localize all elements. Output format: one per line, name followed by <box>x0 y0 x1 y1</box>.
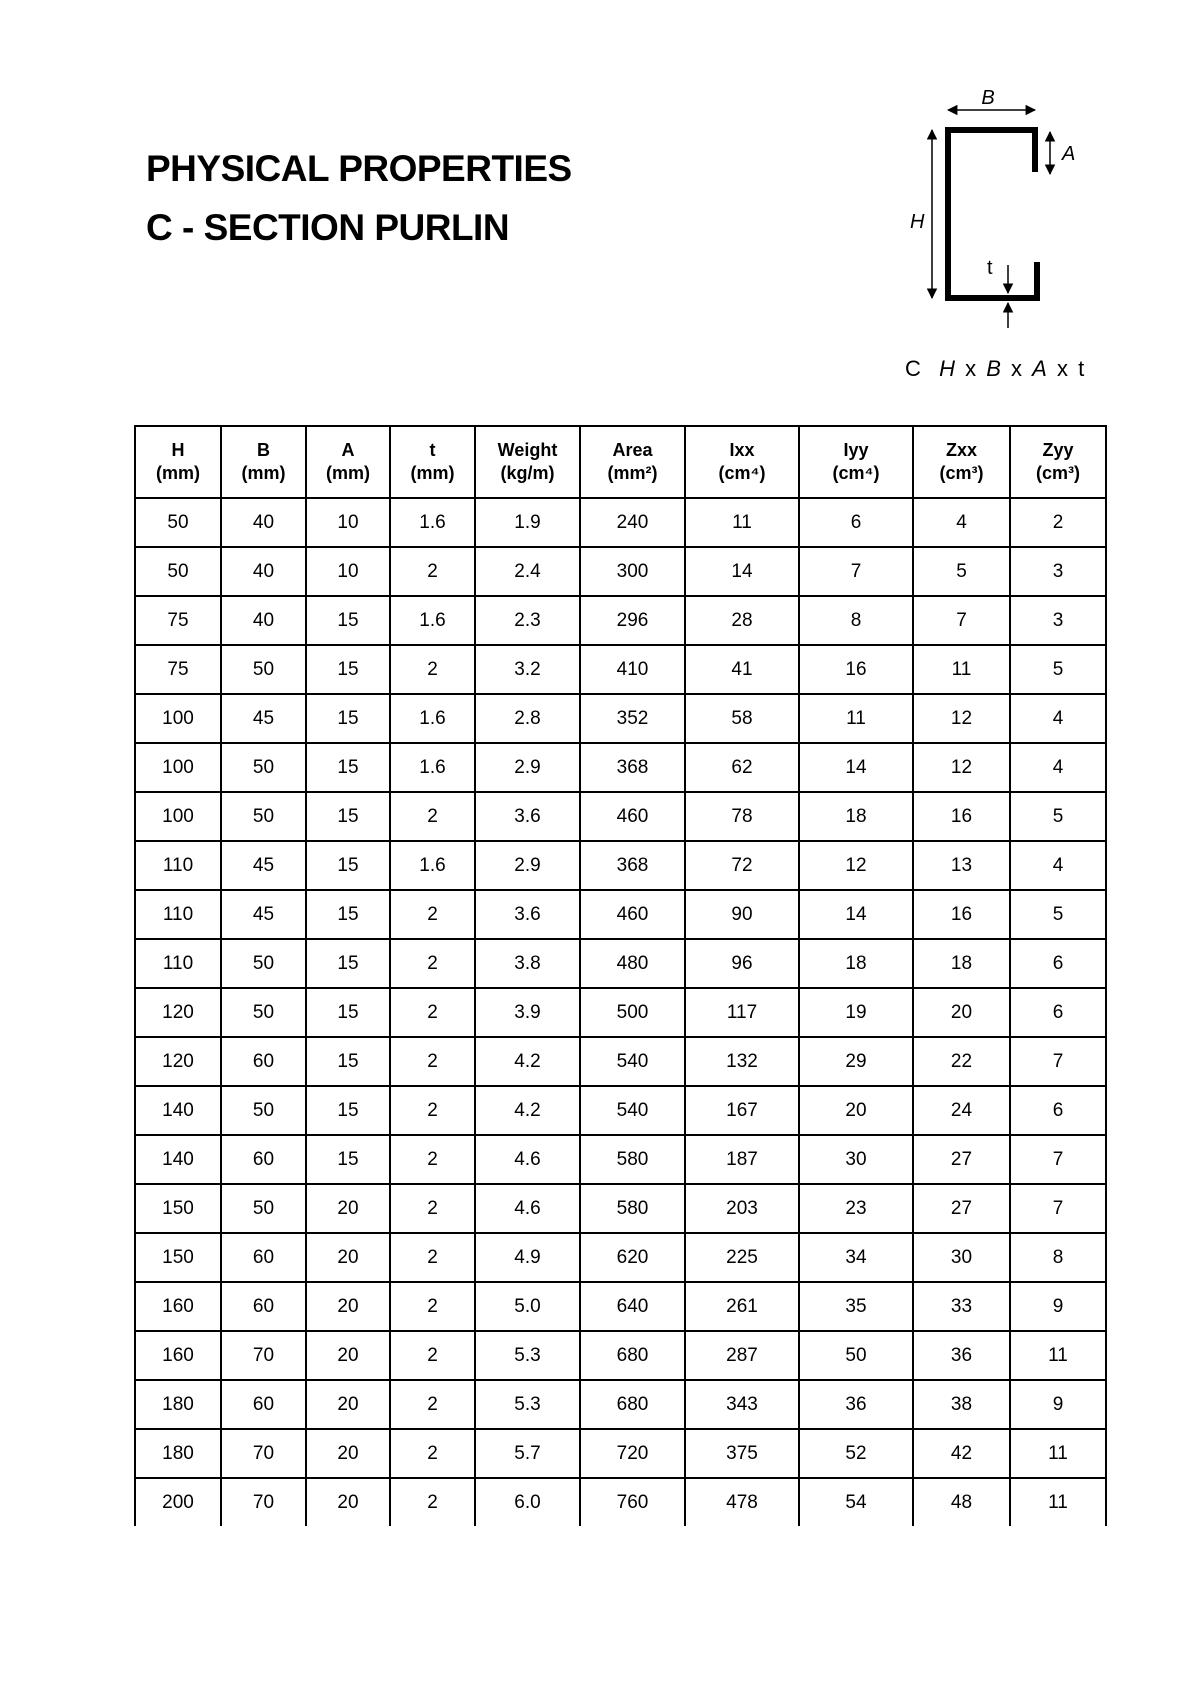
table-cell: 117 <box>685 988 799 1037</box>
table-cell: 4.6 <box>475 1135 580 1184</box>
table-cell: 100 <box>135 792 221 841</box>
table-cell: 6 <box>1010 988 1106 1037</box>
table-cell: 14 <box>685 547 799 596</box>
table-cell: 4.2 <box>475 1086 580 1135</box>
table-cell: 11 <box>685 498 799 547</box>
header-a: A (mm) <box>306 426 390 498</box>
table-cell: 52 <box>799 1429 913 1478</box>
table-cell: 2 <box>390 1282 475 1331</box>
table-row <box>135 939 1106 988</box>
table-cell: 1.6 <box>390 841 475 890</box>
table-cell: 4.9 <box>475 1233 580 1282</box>
table-cell: 45 <box>221 694 306 743</box>
table-cell: 15 <box>306 1037 390 1086</box>
table-cell: 6 <box>1010 1086 1106 1135</box>
table-cell: 540 <box>580 1086 685 1135</box>
table-cell: 110 <box>135 841 221 890</box>
table-cell: 24 <box>913 1086 1010 1135</box>
table-cell: 28 <box>685 596 799 645</box>
table-cell: 620 <box>580 1233 685 1282</box>
table-cell: 720 <box>580 1429 685 1478</box>
table-cell: 410 <box>580 645 685 694</box>
table-cell: 460 <box>580 792 685 841</box>
table-row <box>135 988 1106 1037</box>
table-cell: 240 <box>580 498 685 547</box>
table-cell: 18 <box>913 939 1010 988</box>
table-cell: 50 <box>221 1184 306 1233</box>
table-cell: 50 <box>799 1331 913 1380</box>
table-cell: 15 <box>306 841 390 890</box>
table-cell: 12 <box>799 841 913 890</box>
table-cell: 78 <box>685 792 799 841</box>
table-cell: 5 <box>1010 792 1106 841</box>
table-cell: 11 <box>1010 1478 1106 1526</box>
table-cell: 8 <box>799 596 913 645</box>
table-cell: 18 <box>799 939 913 988</box>
table-cell: 33 <box>913 1282 1010 1331</box>
table-cell: 72 <box>685 841 799 890</box>
table-cell: 200 <box>135 1478 221 1526</box>
table-cell: 5.7 <box>475 1429 580 1478</box>
table-cell: 100 <box>135 694 221 743</box>
table-cell: 15 <box>306 596 390 645</box>
header-area: Area (mm²) <box>580 426 685 498</box>
table-cell: 16 <box>913 792 1010 841</box>
table-cell: 36 <box>913 1331 1010 1380</box>
table-row <box>135 1086 1106 1135</box>
table-cell: 580 <box>580 1184 685 1233</box>
table-cell: 160 <box>135 1282 221 1331</box>
table-row <box>135 841 1106 890</box>
table-cell: 29 <box>799 1037 913 1086</box>
table-cell: 40 <box>221 547 306 596</box>
page-title-line-2: C - SECTION PURLIN <box>146 207 510 248</box>
table-header-row <box>135 426 1106 498</box>
table-cell: 2 <box>390 1086 475 1135</box>
table-cell: 180 <box>135 1380 221 1429</box>
table-cell: 225 <box>685 1233 799 1282</box>
table-row <box>135 645 1106 694</box>
table-cell: 7 <box>1010 1037 1106 1086</box>
table-cell: 4.6 <box>475 1184 580 1233</box>
table-cell: 40 <box>221 596 306 645</box>
table-cell: 2 <box>390 645 475 694</box>
table-cell: 11 <box>1010 1429 1106 1478</box>
table-cell: 4 <box>1010 694 1106 743</box>
table-cell: 187 <box>685 1135 799 1184</box>
table-cell: 40 <box>221 498 306 547</box>
table-cell: 9 <box>1010 1380 1106 1429</box>
table-cell: 60 <box>221 1282 306 1331</box>
table-cell: 75 <box>135 645 221 694</box>
table-cell: 110 <box>135 939 221 988</box>
table-cell: 6 <box>1010 939 1106 988</box>
table-cell: 480 <box>580 939 685 988</box>
a-dimension-label: A <box>1062 143 1076 165</box>
table-cell: 9 <box>1010 1282 1106 1331</box>
table-cell: 296 <box>580 596 685 645</box>
table-cell: 1.6 <box>390 694 475 743</box>
table-cell: 20 <box>306 1184 390 1233</box>
table-cell: 36 <box>799 1380 913 1429</box>
table-cell: 287 <box>685 1331 799 1380</box>
table-cell: 16 <box>913 890 1010 939</box>
table-cell: 3.8 <box>475 939 580 988</box>
table-cell: 50 <box>221 939 306 988</box>
table-cell: 2.3 <box>475 596 580 645</box>
table-cell: 50 <box>221 645 306 694</box>
table-cell: 15 <box>306 645 390 694</box>
table-cell: 2 <box>390 792 475 841</box>
table-cell: 100 <box>135 743 221 792</box>
table-cell: 3.2 <box>475 645 580 694</box>
table-cell: 54 <box>799 1478 913 1526</box>
table-cell: 15 <box>306 792 390 841</box>
header-iyy: Iyy (cm⁴) <box>799 426 913 498</box>
table-cell: 50 <box>221 792 306 841</box>
table-cell: 12 <box>913 694 1010 743</box>
table-cell: 4 <box>1010 841 1106 890</box>
table-cell: 2.9 <box>475 841 580 890</box>
table-cell: 60 <box>221 1233 306 1282</box>
table-cell: 2 <box>390 1478 475 1526</box>
table-cell: 7 <box>913 596 1010 645</box>
table-cell: 640 <box>580 1282 685 1331</box>
table-cell: 30 <box>913 1233 1010 1282</box>
table-row <box>135 1282 1106 1331</box>
table-cell: 42 <box>913 1429 1010 1478</box>
table-cell: 2 <box>390 890 475 939</box>
table-cell: 15 <box>306 743 390 792</box>
table-cell: 20 <box>306 1429 390 1478</box>
table-cell: 27 <box>913 1184 1010 1233</box>
table-cell: 5 <box>913 547 1010 596</box>
table-cell: 5.3 <box>475 1380 580 1429</box>
table-cell: 48 <box>913 1478 1010 1526</box>
table-row <box>135 1135 1106 1184</box>
table-cell: 7 <box>799 547 913 596</box>
table-cell: 261 <box>685 1282 799 1331</box>
table-cell: 15 <box>306 1086 390 1135</box>
table-cell: 680 <box>580 1380 685 1429</box>
table-cell: 10 <box>306 547 390 596</box>
table-cell: 20 <box>306 1331 390 1380</box>
table-cell: 2 <box>390 1037 475 1086</box>
table-cell: 13 <box>913 841 1010 890</box>
table-cell: 2.4 <box>475 547 580 596</box>
table-cell: 50 <box>221 1086 306 1135</box>
table-cell: 8 <box>1010 1233 1106 1282</box>
table-cell: 35 <box>799 1282 913 1331</box>
table-cell: 110 <box>135 890 221 939</box>
table-row <box>135 890 1106 939</box>
table-row <box>135 694 1106 743</box>
header-weight: Weight (kg/m) <box>475 426 580 498</box>
table-cell: 1.6 <box>390 743 475 792</box>
table-cell: 11 <box>1010 1331 1106 1380</box>
page-title-line-1: PHYSICAL PROPERTIES <box>146 148 572 189</box>
table-cell: 5.3 <box>475 1331 580 1380</box>
table-cell: 120 <box>135 1037 221 1086</box>
table-cell: 2 <box>390 939 475 988</box>
table-cell: 4 <box>1010 743 1106 792</box>
table-cell: 120 <box>135 988 221 1037</box>
table-cell: 160 <box>135 1331 221 1380</box>
table-cell: 70 <box>221 1429 306 1478</box>
table-cell: 22 <box>913 1037 1010 1086</box>
table-cell: 150 <box>135 1233 221 1282</box>
table-row <box>135 1429 1106 1478</box>
table-cell: 2 <box>390 547 475 596</box>
h-dimension-label: H <box>910 211 925 233</box>
table-cell: 38 <box>913 1380 1010 1429</box>
table-cell: 11 <box>799 694 913 743</box>
table-cell: 2 <box>390 1233 475 1282</box>
table-cell: 132 <box>685 1037 799 1086</box>
header-ixx: Ixx (cm⁴) <box>685 426 799 498</box>
table-row <box>135 792 1106 841</box>
table-cell: 6 <box>799 498 913 547</box>
table-cell: 70 <box>221 1478 306 1526</box>
table-cell: 5.0 <box>475 1282 580 1331</box>
table-cell: 50 <box>135 498 221 547</box>
table-cell: 34 <box>799 1233 913 1282</box>
table-cell: 5 <box>1010 890 1106 939</box>
table-cell: 20 <box>306 1233 390 1282</box>
table-cell: 368 <box>580 743 685 792</box>
table-cell: 2.8 <box>475 694 580 743</box>
physical-properties-table <box>134 425 1107 1526</box>
table-cell: 60 <box>221 1037 306 1086</box>
table-cell: 203 <box>685 1184 799 1233</box>
table-cell: 20 <box>799 1086 913 1135</box>
header-b: B (mm) <box>221 426 306 498</box>
table-cell: 580 <box>580 1135 685 1184</box>
table-cell: 23 <box>799 1184 913 1233</box>
table-cell: 3.9 <box>475 988 580 1037</box>
table-cell: 2 <box>390 1380 475 1429</box>
c-section-diagram <box>880 80 1100 380</box>
table-cell: 15 <box>306 988 390 1037</box>
t-dimension-label: t <box>987 257 993 279</box>
table-cell: 7 <box>1010 1184 1106 1233</box>
table-row <box>135 498 1106 547</box>
table-cell: 1.9 <box>475 498 580 547</box>
table-cell: 1.6 <box>390 596 475 645</box>
table-cell: 60 <box>221 1135 306 1184</box>
table-row <box>135 1478 1106 1526</box>
table-cell: 352 <box>580 694 685 743</box>
table-row <box>135 1233 1106 1282</box>
table-row <box>135 1037 1106 1086</box>
table-row <box>135 1380 1106 1429</box>
table-cell: 70 <box>221 1331 306 1380</box>
table-cell: 6.0 <box>475 1478 580 1526</box>
table-cell: 343 <box>685 1380 799 1429</box>
table-cell: 12 <box>913 743 1010 792</box>
table-cell: 96 <box>685 939 799 988</box>
table-cell: 45 <box>221 890 306 939</box>
table-cell: 150 <box>135 1184 221 1233</box>
table-cell: 27 <box>913 1135 1010 1184</box>
table-cell: 2.9 <box>475 743 580 792</box>
table-cell: 41 <box>685 645 799 694</box>
header-t: t (mm) <box>390 426 475 498</box>
table-cell: 1.6 <box>390 498 475 547</box>
table-cell: 3 <box>1010 547 1106 596</box>
table-cell: 50 <box>221 743 306 792</box>
b-dimension-label: B <box>981 87 995 109</box>
table-cell: 10 <box>306 498 390 547</box>
table-cell: 2 <box>390 1135 475 1184</box>
table-cell: 15 <box>306 694 390 743</box>
section-designation-formula: C H x B x A x t <box>905 356 1087 381</box>
table-row <box>135 1331 1106 1380</box>
table-cell: 2 <box>390 1184 475 1233</box>
table-row <box>135 547 1106 596</box>
table-cell: 14 <box>799 890 913 939</box>
table-cell: 60 <box>221 1380 306 1429</box>
table-cell: 500 <box>580 988 685 1037</box>
table-cell: 2 <box>390 1429 475 1478</box>
table-cell: 58 <box>685 694 799 743</box>
table-cell: 14 <box>799 743 913 792</box>
table-row <box>135 596 1106 645</box>
table-cell: 3 <box>1010 596 1106 645</box>
table-cell: 7 <box>1010 1135 1106 1184</box>
table-cell: 30 <box>799 1135 913 1184</box>
table-row <box>135 1184 1106 1233</box>
table-cell: 20 <box>913 988 1010 1037</box>
table-cell: 2 <box>390 1331 475 1380</box>
table-cell: 167 <box>685 1086 799 1135</box>
table-cell: 15 <box>306 890 390 939</box>
table-cell: 4.2 <box>475 1037 580 1086</box>
table-cell: 50 <box>135 547 221 596</box>
table-cell: 2 <box>1010 498 1106 547</box>
table-cell: 20 <box>306 1282 390 1331</box>
table-cell: 368 <box>580 841 685 890</box>
table-cell: 5 <box>1010 645 1106 694</box>
table-cell: 140 <box>135 1086 221 1135</box>
header-zyy: Zyy (cm³) <box>1010 426 1106 498</box>
table-cell: 2 <box>390 988 475 1037</box>
table-cell: 760 <box>580 1478 685 1526</box>
table-cell: 375 <box>685 1429 799 1478</box>
table-cell: 18 <box>799 792 913 841</box>
table-cell: 180 <box>135 1429 221 1478</box>
header-zxx: Zxx (cm³) <box>913 426 1010 498</box>
table-cell: 15 <box>306 1135 390 1184</box>
table-cell: 75 <box>135 596 221 645</box>
table-cell: 460 <box>580 890 685 939</box>
table-cell: 4 <box>913 498 1010 547</box>
table-cell: 20 <box>306 1380 390 1429</box>
table-cell: 90 <box>685 890 799 939</box>
table-cell: 15 <box>306 939 390 988</box>
table-cell: 19 <box>799 988 913 1037</box>
header-h: H (mm) <box>135 426 221 498</box>
table-cell: 16 <box>799 645 913 694</box>
table-cell: 20 <box>306 1478 390 1526</box>
table-row <box>135 743 1106 792</box>
table-cell: 540 <box>580 1037 685 1086</box>
table-cell: 11 <box>913 645 1010 694</box>
table-cell: 62 <box>685 743 799 792</box>
table-cell: 680 <box>580 1331 685 1380</box>
table-cell: 50 <box>221 988 306 1037</box>
table-cell: 3.6 <box>475 792 580 841</box>
table-cell: 140 <box>135 1135 221 1184</box>
table-cell: 478 <box>685 1478 799 1526</box>
table-cell: 3.6 <box>475 890 580 939</box>
table-cell: 300 <box>580 547 685 596</box>
table-cell: 45 <box>221 841 306 890</box>
